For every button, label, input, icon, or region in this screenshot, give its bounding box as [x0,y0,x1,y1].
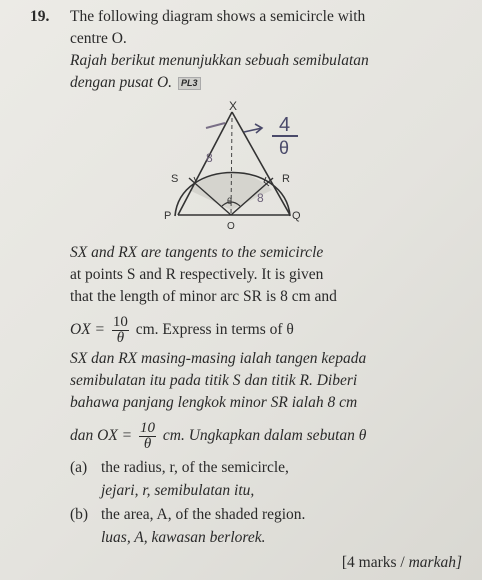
part-b-label: (b) [70,506,89,523]
marks-allocation [342,553,462,573]
label-o: O [227,221,235,232]
question-text-ms-2-text: dengan pusat O. [70,74,173,91]
handwritten-frac-den: θ [279,138,290,158]
para-en-4-pre: OX = [70,321,105,339]
fraction-en-den: θ [116,330,125,346]
fraction-ms-den: θ [143,436,152,452]
handwritten-strike [206,123,225,128]
part-a-label: (a) [70,459,88,476]
question-text-ms-1: Rajah berikut menunjukkan sebuah semibulatan [70,52,369,69]
label-p: P [164,210,172,222]
marks-ms: markah] [408,554,462,571]
para-ms-4 [70,421,366,452]
label-r: R [282,173,290,185]
label-s: S [171,173,179,185]
fraction-ms [139,421,156,452]
handwritten-length-2: 8 [257,191,264,205]
part-b-en: the area, A, of the shaded region. [101,506,306,523]
question-text-en-1: The following diagram shows a semicircle with [70,8,366,25]
para-en-1: SX and RX are tangents to the semicircle [70,244,324,261]
fraction-en [112,315,129,346]
handwritten-length-1: 8 [206,151,213,165]
question-number: 19. [30,8,50,25]
level-tag: PL3 [178,77,201,90]
handwritten-arrow [244,124,262,133]
question-text-ms-2 [70,73,201,93]
question-text-en-2: centre O. [70,30,127,47]
para-ms-3: bahawa panjang lengkok minor SR ialah 8 cm [70,394,358,411]
para-en-4-post: cm. Express in terms of θ [135,321,294,339]
para-en-4 [70,315,294,346]
fraction-en-num: 10 [112,314,128,330]
part-a-ms: jejari, r, semibulatan itu, [101,482,255,499]
para-en-3: that the length of minor arc SR is 8 cm and [70,288,337,305]
para-ms-4-pre: dan OX = [70,427,133,445]
para-ms-1: SX dan RX masing-masing ialah tangen kepada [70,350,367,367]
part-a-en: the radius, r, of the semicircle, [101,459,289,476]
label-x: X [229,99,238,113]
para-ms-2: semibulatan itu pada titik S dan titik R. Diberi [70,372,358,389]
marks-en: [4 marks / [341,554,405,571]
para-en-2: at points S and R respectively. It is given [70,266,324,283]
label-q: Q [292,210,301,222]
part-b-ms: luas, A, kawasan berlorek. [101,529,266,546]
label-theta: θ [227,196,233,206]
fraction-ms-num: 10 [140,420,155,436]
para-ms-4-post: cm. Ungkapkan dalam sebutan θ [162,427,367,445]
handwritten-frac-num: 4 [279,114,291,136]
